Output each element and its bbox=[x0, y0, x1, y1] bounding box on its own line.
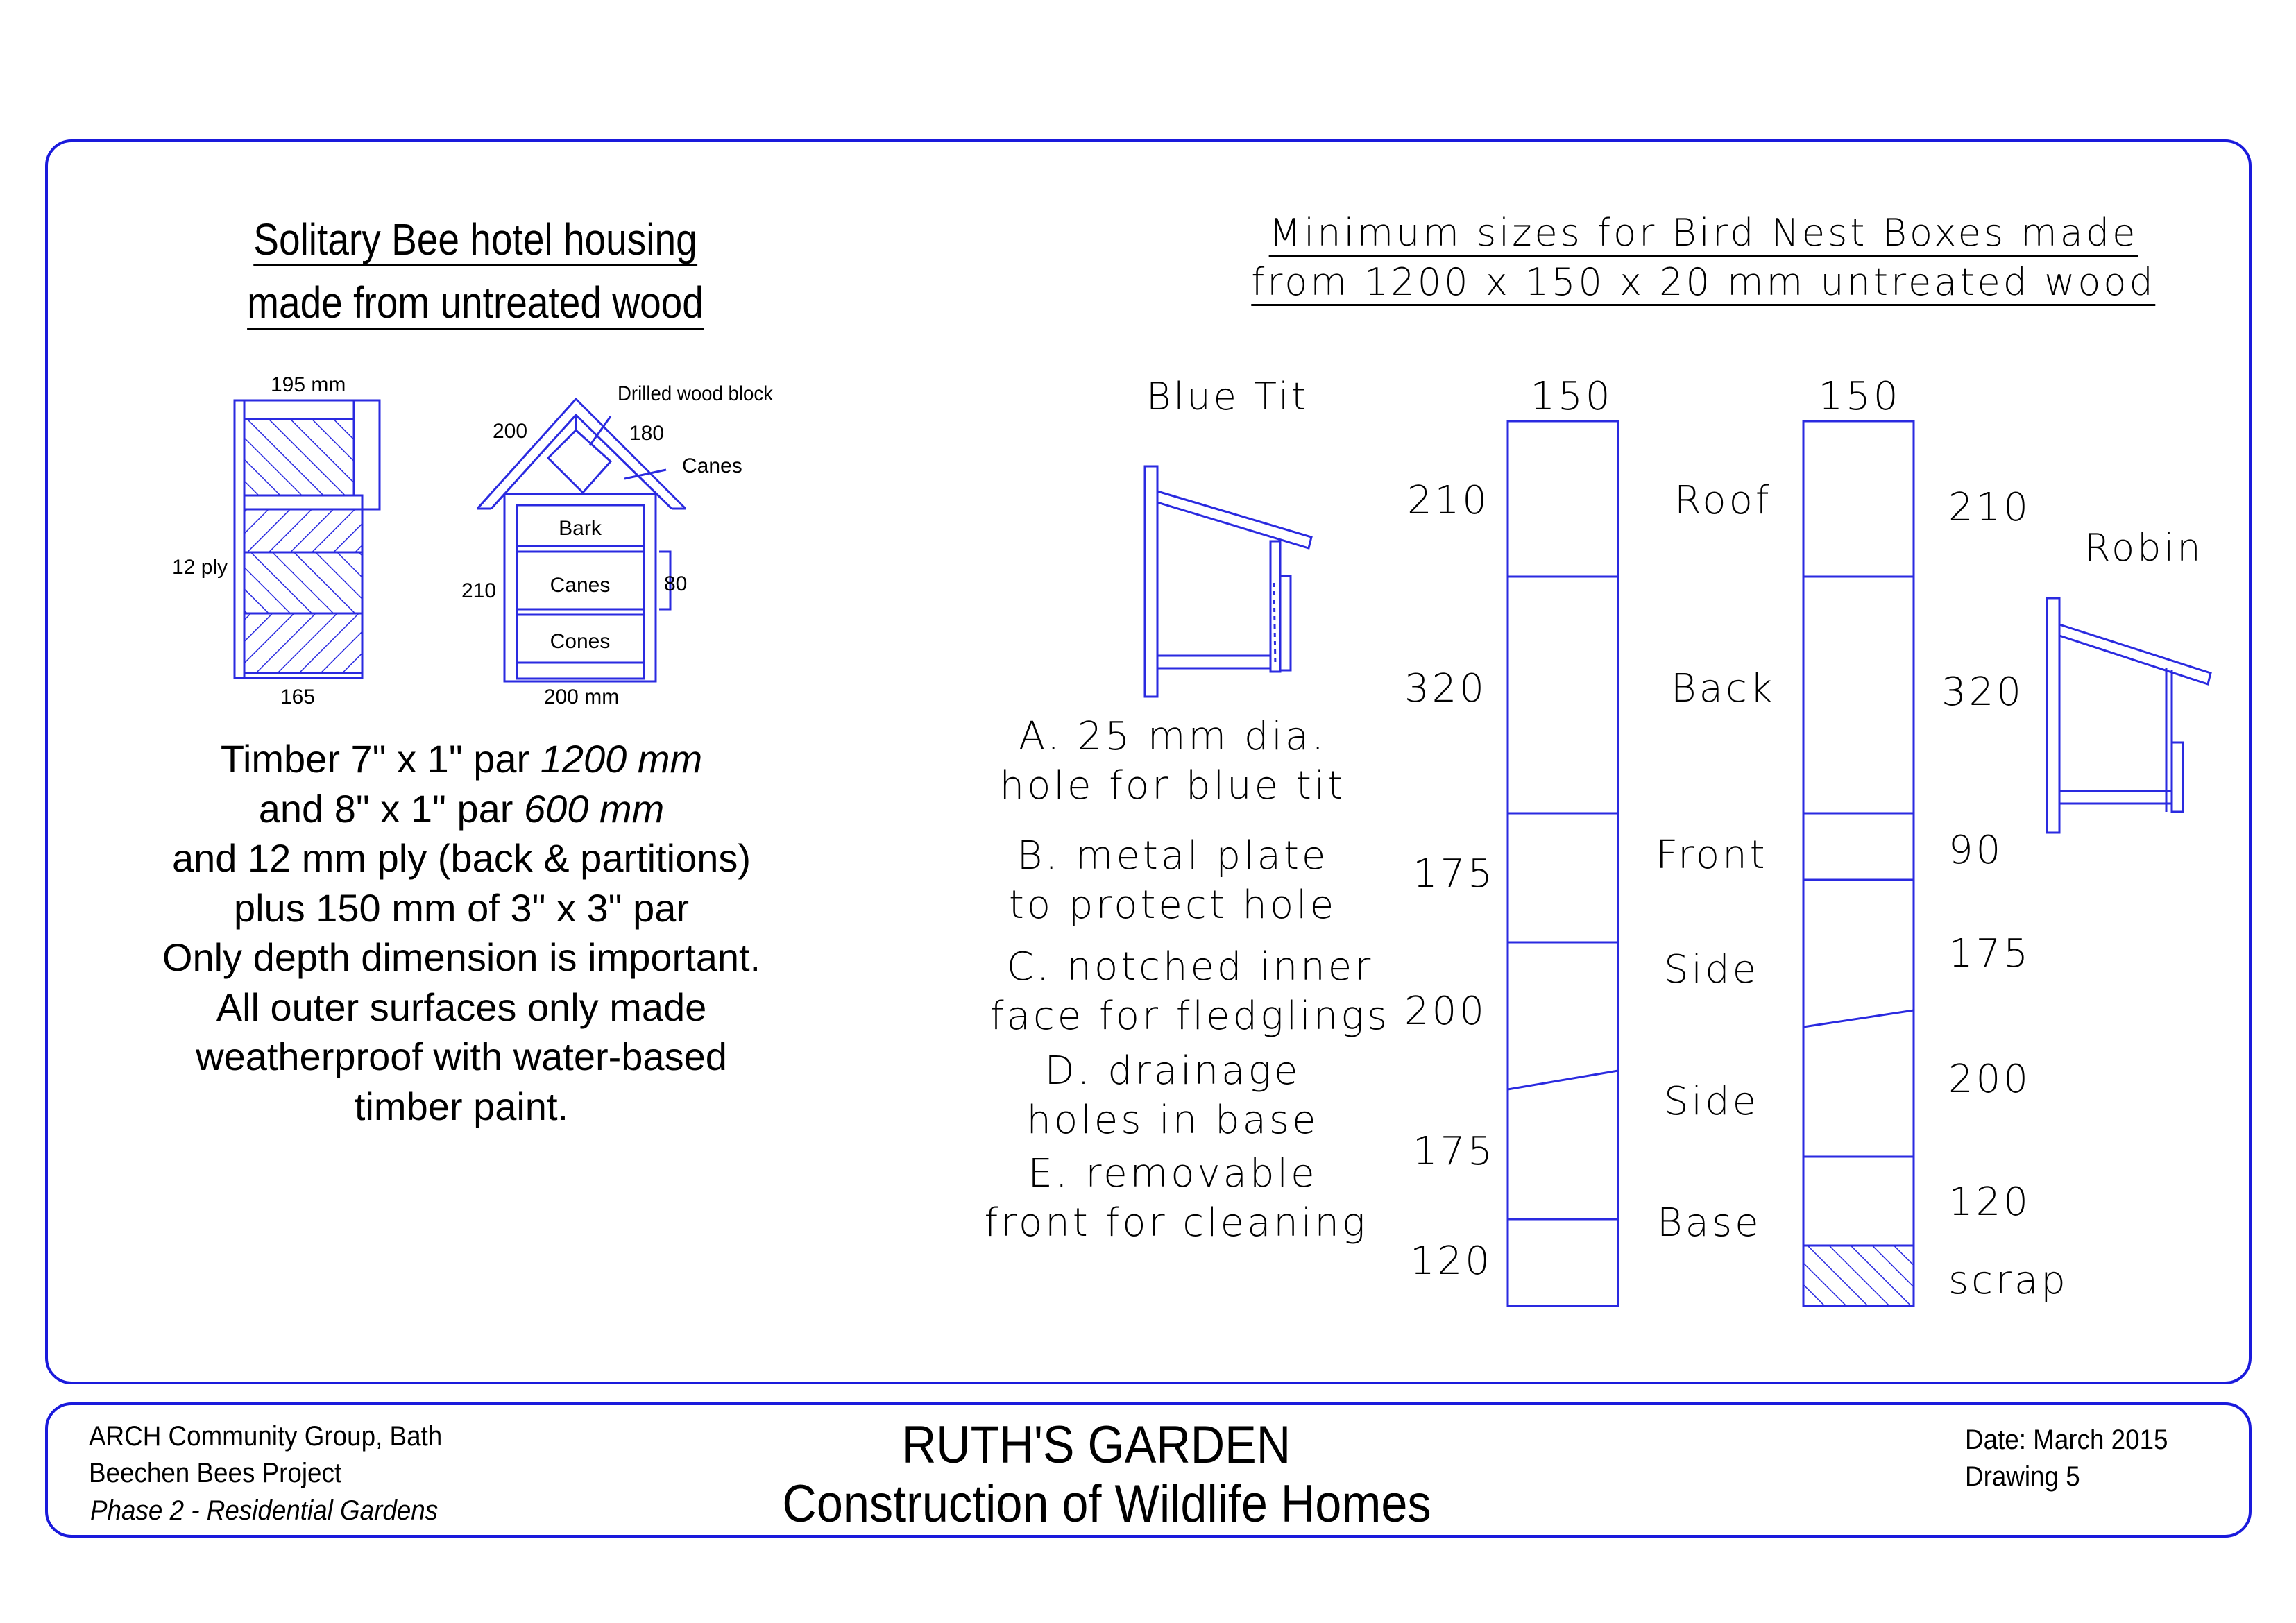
robin-length-roof: 210 bbox=[1948, 485, 2031, 530]
robin-length-side2: 200 bbox=[1948, 1057, 2031, 1102]
nest-note-a1: A. 25 mm dia. bbox=[1018, 714, 1327, 759]
note-line: and 12 mm ply (back & partitions) bbox=[171, 836, 751, 880]
front-left-roof-dimension: 200 bbox=[493, 420, 528, 443]
note-line: and 8" x 1" par 600 mm bbox=[258, 786, 665, 831]
drilled-block-label: Drilled wood block bbox=[618, 382, 773, 405]
bee-hotel-title-line2: made from untreated wood bbox=[247, 280, 704, 330]
robin-length-side1: 175 bbox=[1948, 931, 2031, 976]
nest-note-c2: face for fledglings bbox=[989, 994, 1391, 1039]
part-side-1: Side bbox=[1664, 947, 1760, 992]
drawing-date: Date: March 2015 bbox=[1965, 1425, 2168, 1455]
part-roof: Roof bbox=[1674, 478, 1772, 523]
front-height-dimension: 210 bbox=[461, 579, 497, 602]
note-line: plus 150 mm of 3" x 3" par bbox=[233, 885, 690, 930]
part-front: Front bbox=[1656, 833, 1768, 878]
blue-tit-plank-width: 150 bbox=[1530, 374, 1613, 419]
nest-note-b1: B. metal plate bbox=[1017, 833, 1329, 878]
nest-note-d2: holes in base bbox=[1026, 1098, 1319, 1143]
front-right-roof-dimension: 180 bbox=[629, 422, 665, 445]
robin-length-front: 90 bbox=[1948, 828, 2004, 873]
part-base: Base bbox=[1657, 1200, 1762, 1246]
nest-title-line2: from 1200 x 150 x 20 mm untreated wood bbox=[1251, 264, 2155, 306]
org-line2: Beechen Bees Project bbox=[89, 1458, 342, 1488]
blue-tit-length-side2: 175 bbox=[1413, 1129, 1495, 1174]
note-line: Timber 7" x 1" par 1200 mm bbox=[220, 737, 703, 781]
compartment-cones: Cones bbox=[550, 630, 611, 653]
robin-scrap-label: scrap bbox=[1948, 1258, 2068, 1303]
note-line: Only depth dimension is important. bbox=[162, 935, 761, 979]
side-top-dimension: 195 mm bbox=[271, 373, 346, 396]
compartment-bark: Bark bbox=[559, 517, 602, 540]
blue-tit-length-back: 320 bbox=[1404, 666, 1487, 711]
blue-tit-box-drawing bbox=[1145, 466, 1311, 697]
org-line1: ARCH Community Group, Bath bbox=[89, 1421, 443, 1452]
compartment-canes: Canes bbox=[550, 574, 611, 597]
scrap-hatch bbox=[1803, 1246, 1914, 1306]
nest-note-e1: E. removable bbox=[1028, 1151, 1318, 1196]
blue-tit-length-front: 175 bbox=[1413, 851, 1495, 897]
drawing-subtitle: Construction of Wildlife Homes bbox=[782, 1475, 1431, 1533]
blue-tit-length-roof: 210 bbox=[1407, 478, 1490, 523]
robin-box-drawing bbox=[2047, 598, 2211, 833]
note-line: timber paint. bbox=[354, 1084, 569, 1128]
note-line: weatherproof with water-based bbox=[196, 1035, 727, 1078]
robin-plank bbox=[1803, 421, 1914, 1306]
part-back: Back bbox=[1671, 666, 1776, 711]
blue-tit-plank bbox=[1508, 421, 1618, 1306]
nest-note-e2: front for cleaning bbox=[984, 1200, 1368, 1246]
blue-tit-label: Blue Tit bbox=[1146, 375, 1309, 418]
bee-hotel-title-line1: Solitary Bee hotel housing bbox=[253, 217, 697, 266]
robin-plank-width: 150 bbox=[1818, 374, 1901, 419]
canes-pointer-label: Canes bbox=[682, 454, 742, 477]
nest-note-c1: C. notched inner bbox=[1006, 944, 1374, 989]
side-ply-label: 12 ply bbox=[172, 556, 228, 579]
nest-note-b2: to protect hole bbox=[1008, 883, 1337, 928]
bee-hotel-side-view bbox=[235, 400, 380, 678]
robin-length-back: 320 bbox=[1941, 670, 2024, 715]
part-side-2: Side bbox=[1664, 1079, 1760, 1124]
compartment-height-dimension: 80 bbox=[664, 572, 688, 595]
org-line3: Phase 2 - Residential Gardens bbox=[90, 1495, 439, 1526]
blue-tit-length-base: 120 bbox=[1410, 1239, 1493, 1284]
nest-note-d1: D. drainage bbox=[1044, 1048, 1301, 1094]
robin-length-base: 120 bbox=[1948, 1180, 2031, 1225]
drawing-number: Drawing 5 bbox=[1965, 1461, 2080, 1492]
blue-tit-length-side1: 200 bbox=[1404, 989, 1487, 1034]
nest-note-a2: hole for blue tit bbox=[999, 763, 1346, 808]
side-base-dimension: 165 bbox=[280, 686, 316, 708]
bee-hotel-notes bbox=[149, 734, 774, 1131]
robin-label: Robin bbox=[2084, 526, 2204, 570]
drawing-title: RUTH'S GARDEN bbox=[901, 1416, 1291, 1475]
note-line: All outer surfaces only made bbox=[216, 985, 707, 1029]
front-width-dimension: 200 mm bbox=[543, 686, 620, 708]
nest-title-line1: Minimum sizes for Bird Nest Boxes made bbox=[1269, 214, 2138, 257]
